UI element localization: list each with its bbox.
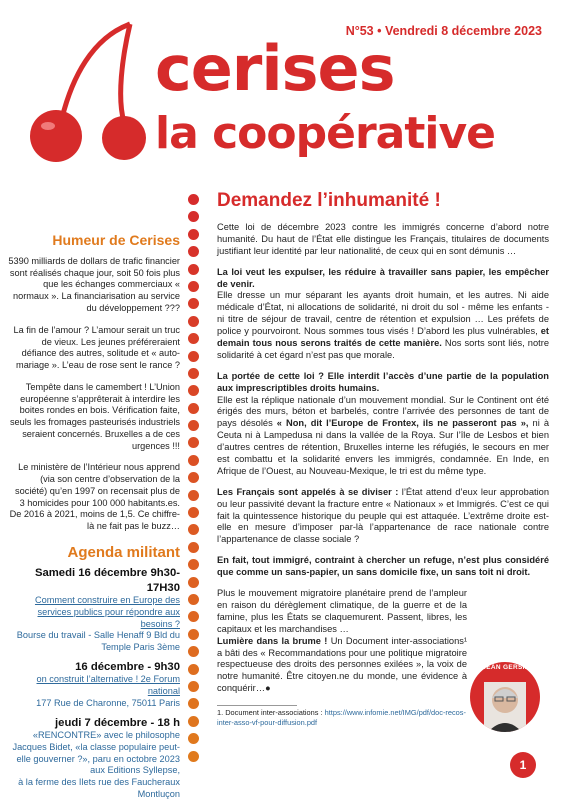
issue-line: N°53 • Vendredi 8 décembre 2023 [345,24,542,38]
decorative-dot [188,351,199,362]
humeur-paragraph: Le ministère de l’Intérieur nous apprend (via son centre d’observation de la société) qu’en 1997 on recensait plus de 3 homicides pour 100 000 habitants.es. De 2016 à 2021, moins de 1,5. Ce chiffre-là ne fait pas le buzz… [9,462,180,532]
decorative-dot [188,298,199,309]
humeur-title: Humeur de Cerises [52,232,180,248]
paragraph-body: l’État attend d’eux leur approbation ou leur passivité devant la fracture entre « Nationaux » et Immigrés. C’est ce qui fait la quintessence historique du peuple qui est attaquée. L’extrême droite est-elle en mesure d’imposer par-là l’appartenance de race nationale contre l’appartenance de classe sociale ? [217,486,549,545]
humeur-paragraph: 5390 milliards de dollars de trafic financier sont réalisés chaque jour, soit 50 fois plus que les échanges commerciaux « normaux ». La financiarisation au service du développement ??? [8,255,180,313]
decorative-dot [188,664,199,675]
event-date: Samedi 16 décembre 9h30- 17H30 [34,567,180,594]
paragraph-tail: ni à Ceuta ni à Lampedusa ni dans la vallée de la Roya. Sur l’île de Lesbos et bien d’autres centres de rétention, Bruxelles interne les réfugiés, le secours en mer est combattu et la solidarité envers les immigrés, condamnée. En Inde, en Afrique de l’Ouest, au Nouveau-Mexique, le tri est du même type. [217,418,549,476]
decorative-dot [188,368,199,379]
decorative-dot [188,507,199,518]
article-paragraph [217,487,549,546]
article-title: Demandez l’inhumanité ! [217,190,441,211]
brand-title: cerises [155,32,395,105]
paragraph-tail: Nos sorts sont liés, notre solidarité à cet égard n’est pas que morale. [217,338,549,360]
humeur-paragraph: Tempête dans le camembert ! L’Union européenne s’apprêterait à interdire les boites rondes en bois. Vérification faite, seuls les fromages pasteurisés industriels seraient concernés. Bruxelles a de ces urgences !!! [9,381,180,451]
decorative-dot [188,437,199,448]
cherries-logo [12,18,162,168]
decorative-dot [188,698,199,709]
footnote-label: 1. Document inter-associations : [217,708,323,717]
event-date: 16 décembre - 9h30 [75,660,180,673]
decorative-dot [188,646,199,657]
decorative-dot [188,403,199,414]
decorative-dot [188,211,199,222]
decorative-dot [188,716,199,727]
author-name: JEAN GERSIN [482,664,530,671]
article-paragraph [217,555,549,579]
decorative-dot [188,681,199,692]
decorative-dot [188,611,199,622]
decorative-dot [188,264,199,275]
sidebar [8,232,180,800]
decorative-dot [188,490,199,501]
article-paragraph [217,267,549,362]
paragraph-lead: La portée de cette loi ? Elle interdit l’accès d’une partie de la population aux imprescriptibles droits humains. [217,370,549,393]
decorative-dot [188,333,199,344]
brand-subtitle: la coopérative [155,108,495,159]
event-item [8,660,180,710]
event-date: jeudi 7 décembre - 18 h [55,716,180,729]
decorative-dot [188,559,199,570]
author-portrait-icon [470,662,540,732]
decorative-dot [188,472,199,483]
decorative-dot [188,420,199,431]
decorative-dot [188,594,199,605]
event-description: «RENCONTRE» avec le philosophe Jacques Bidet, «la classe populaire peut-elle gouverner ?», paru en octobre 2023 aux Editions Syllepse, [12,730,180,776]
footnote-divider [217,705,297,706]
decorative-dot [188,751,199,762]
paragraph-emphasis: Lumière dans la brume ! [217,635,328,646]
paragraph-body: Elle est la réplique nationale d’un mouvement mondial. Sur le Continent ont été érigés des murs, béton et barbelés, contre l’arrivée des personnes de tant de pays désolés [217,394,549,429]
article-paragraph [217,371,549,478]
decorative-dot [188,281,199,292]
event-item [8,716,180,800]
paragraph-lead: La loi veut les expulser, les réduire à travailler sans papier, les empêcher de venir. [217,266,549,289]
event-place: Bourse du travail - Salle Henaff 9 Bld du Temple Paris 3ème [16,630,180,653]
event-link[interactable]: Comment construire en Europe des services publics pour répondre aux besoins ? [34,595,180,629]
footnote [217,708,467,727]
paragraph-emphasis: « Non, dit l’Europe de Frontex, ils ne passeront pas », [276,418,529,429]
decorative-dot [188,229,199,240]
agenda-title: Agenda militant [67,543,180,561]
decorative-dot [188,733,199,744]
event-place: à la ferme des Ilets rue des Faucheraux Montluçon [18,777,180,799]
paragraph-body: Elle dresse un mur séparant les ayants droit humain, et les autres. Ni aide médicale d’État, ni allocations de solidarité, ni droit du sol - même les enfants - ni titre de séjour de travail, centre de rétention et expulsion … Les préfets de police y pourvoiront. Nous sommes tous visés ! D’abord les plus vulnérables, [217,290,549,337]
article-body [217,222,549,704]
decorative-dot [188,385,199,396]
decorative-dot [188,542,199,553]
event-item [8,566,180,654]
paragraph-lead: En fait, tout immigré, contraint à chercher un refuge, n’est plus considéré que comme un sans-papier, un sans domicile fixe, un sans toit ni droit. [217,555,549,578]
decorative-dot [188,316,199,327]
event-place: 177 Rue de Charonne, 75011 Paris [36,697,180,708]
article-paragraph [217,588,467,695]
decorative-dot [188,455,199,466]
humeur-paragraph: La fin de l’amour ? L’amour serait un truc de vieux. Les jeunes préféreraient défiance des autres, solitude et « auto-mariage ». L’eau de rose sent le rance ? [13,324,180,371]
decorative-dot [188,246,199,257]
paragraph-emphasis: et demain tous nous serons traités de cette manière. [217,326,549,349]
article-intro: Cette loi de décembre 2023 contre les immigrés concerne d’abord notre humanité. Du haut de l’État elle distingue les Français, titulaires de documents justifiant leur identité par leur nationalité, de ceux qui en sont démunis … [217,222,549,256]
dot-column [188,194,204,768]
decorative-dot [188,524,199,535]
page-number: 1 [510,752,536,778]
decorative-dot [188,629,199,640]
event-link[interactable]: on construit l’alternative ! 2e Forum national [36,674,180,697]
paragraph-body: Plus le mouvement migratoire planétaire prend de l’ampleur en raison du dérèglement climatique, de la guerre et de la famine, plus les États se claquemurent. Passent, libres, les capitaux et les marchandises … [217,588,467,634]
paragraph-lead: Les Français sont appelés à se diviser : [217,486,399,497]
decorative-dot [188,577,199,588]
decorative-dot [188,194,199,205]
footnote-link[interactable]: https://www.infomie.net/IMG/pdf/doc-recos-inter-asso-vf-pour-diffusion.pdf [217,708,466,727]
paragraph-tail: Un Document inter-associations¹ a bâti des « Recommandations pour une politique migratoire respectueuse des droits des personnes exilées », la voix de notre humanité. Être citoyen.ne du monde, une évidence à conquérir…● [217,635,467,694]
author-photo [470,662,540,732]
